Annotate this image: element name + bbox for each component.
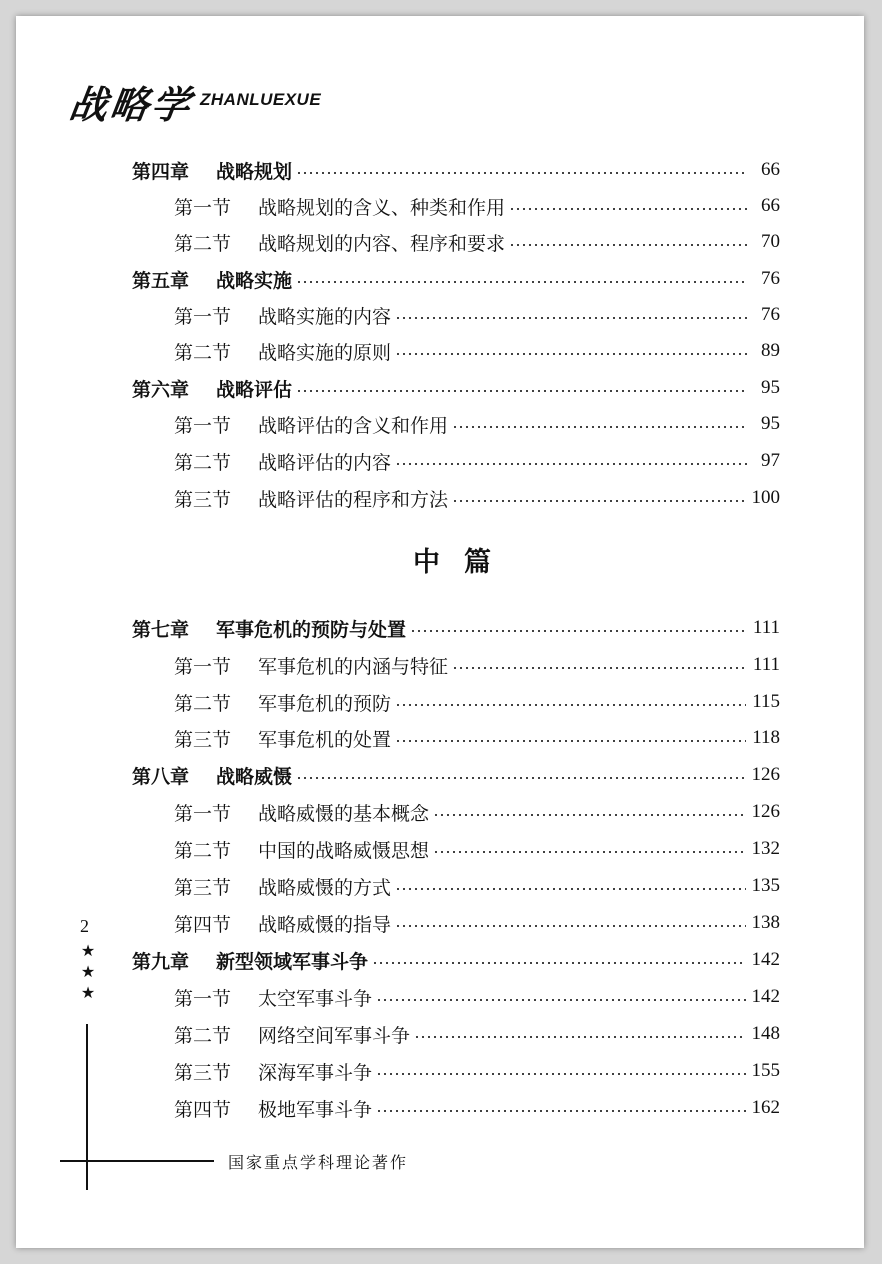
- entry-label: 第一节: [174, 414, 232, 437]
- toc-entry-section[interactable]: [174, 1056, 780, 1086]
- entry-label: 第三节: [174, 1061, 232, 1084]
- entry-page-number: 89: [761, 340, 780, 361]
- margin-vertical-rule: [86, 1024, 88, 1190]
- dot-leader: [376, 999, 745, 1001]
- dot-leader: [414, 1036, 745, 1038]
- entry-title: 战略威慑的方式: [258, 876, 392, 899]
- entry-label: 第四章: [132, 160, 190, 183]
- entry-title: 战略规划: [216, 160, 293, 183]
- entry-page-number: 132: [751, 838, 780, 859]
- entry-title: 战略评估的含义和作用: [258, 414, 449, 437]
- entry-page-number: 142: [751, 986, 780, 1007]
- entry-page-number: 135: [751, 875, 780, 896]
- dot-leader: [372, 962, 745, 964]
- dot-leader: [509, 244, 748, 246]
- toc-entry-section[interactable]: [174, 191, 780, 221]
- entry-label: 第一节: [174, 655, 232, 678]
- entry-title: 战略实施: [216, 269, 293, 292]
- entry-title: 战略评估: [216, 378, 293, 401]
- entry-title: 军事危机的预防: [258, 692, 392, 715]
- entry-title: 战略威慑的指导: [258, 913, 392, 936]
- entry-title: 战略规划的含义、种类和作用: [258, 196, 506, 219]
- entry-label: 第二节: [174, 232, 232, 255]
- entry-page-number: 76: [761, 268, 780, 289]
- toc-entry-section[interactable]: [174, 1019, 780, 1049]
- entry-title: 新型领域军事斗争: [216, 950, 369, 973]
- entry-page-number: 126: [751, 764, 780, 785]
- entry-page-number: 66: [761, 195, 780, 216]
- footer-horizontal-rule: [60, 1160, 214, 1162]
- entry-page-number: 70: [761, 231, 780, 252]
- entry-page-number: 138: [751, 912, 780, 933]
- toc-entry-section[interactable]: [174, 446, 780, 476]
- toc-entry-chapter[interactable]: [132, 613, 780, 643]
- toc-entry-chapter[interactable]: [132, 760, 780, 790]
- dot-leader: [296, 172, 748, 174]
- toc-entry-section[interactable]: [174, 1093, 780, 1123]
- dot-leader: [395, 353, 748, 355]
- dot-leader: [452, 500, 745, 502]
- entry-label: 第九章: [132, 950, 190, 973]
- entry-label: 第二节: [174, 451, 232, 474]
- footer-series-title: 国家重点学科理论著作: [228, 1153, 409, 1172]
- entry-page-number: 148: [751, 1023, 780, 1044]
- entry-label: 第三节: [174, 488, 232, 511]
- entry-label: 第一节: [174, 305, 232, 328]
- star-icon: ★: [80, 983, 96, 1002]
- entry-title: 深海军事斗争: [258, 1061, 373, 1084]
- entry-label: 第二节: [174, 839, 232, 862]
- entry-label: 第五章: [132, 269, 190, 292]
- entry-page-number: 142: [751, 949, 780, 970]
- dot-leader: [509, 208, 748, 210]
- entry-label: 第三节: [174, 728, 232, 751]
- dot-leader: [376, 1110, 745, 1112]
- entry-page-number: 118: [752, 727, 780, 748]
- dot-leader: [395, 463, 748, 465]
- dot-leader: [395, 317, 748, 319]
- entry-label: 第六章: [132, 378, 190, 401]
- entry-label: 第一节: [174, 196, 232, 219]
- entry-label: 第二节: [174, 692, 232, 715]
- entry-label: 第四节: [174, 1098, 232, 1121]
- toc-entry-section[interactable]: [174, 871, 780, 901]
- toc-entry-section[interactable]: [174, 650, 780, 680]
- entry-label: 第二节: [174, 341, 232, 364]
- toc-entry-chapter[interactable]: [132, 264, 780, 294]
- header-title-en: ZHANLUEXUE: [200, 90, 322, 109]
- toc-entry-section[interactable]: [174, 687, 780, 717]
- toc-entry-chapter[interactable]: [132, 155, 780, 185]
- star-icon: ★: [80, 941, 96, 960]
- entry-title: 战略威慑的基本概念: [258, 802, 430, 825]
- part-heading: 中篇: [413, 547, 515, 578]
- entry-page-number: 76: [761, 304, 780, 325]
- entry-title: 战略评估的程序和方法: [258, 488, 449, 511]
- entry-title: 战略规划的内容、程序和要求: [258, 232, 506, 255]
- dot-leader: [395, 740, 746, 742]
- entry-label: 第七章: [132, 618, 190, 641]
- entry-label: 第四节: [174, 913, 232, 936]
- entry-label: 第八章: [132, 765, 190, 788]
- dot-leader: [433, 814, 745, 816]
- toc-entry-section[interactable]: [174, 834, 780, 864]
- dot-leader: [296, 390, 748, 392]
- toc-entry-chapter[interactable]: [132, 945, 780, 975]
- folio-stars: [78, 940, 98, 1003]
- toc-entry-section[interactable]: [174, 982, 780, 1012]
- entry-page-number: 97: [761, 450, 780, 471]
- entry-page-number: 126: [751, 801, 780, 822]
- entry-title: 军事危机的处置: [258, 728, 392, 751]
- dot-leader: [395, 888, 745, 890]
- toc-entry-section[interactable]: [174, 908, 780, 938]
- header-title-cn: 战略学: [66, 82, 196, 127]
- toc-entry-section[interactable]: [174, 336, 780, 366]
- entry-title: 战略威慑: [216, 765, 293, 788]
- entry-title: 中国的战略威慑思想: [258, 839, 430, 862]
- entry-page-number: 162: [751, 1097, 780, 1118]
- entry-page-number: 95: [761, 377, 780, 398]
- toc-entry-section[interactable]: [174, 797, 780, 827]
- dot-leader: [410, 630, 747, 632]
- entry-page-number: 100: [751, 487, 780, 508]
- dot-leader: [395, 704, 746, 706]
- entry-label: 第三节: [174, 876, 232, 899]
- entry-page-number: 111: [752, 654, 780, 675]
- toc-entry-section[interactable]: [174, 300, 780, 330]
- toc-entry-section[interactable]: [174, 409, 780, 439]
- dot-leader: [433, 851, 745, 853]
- entry-title: 战略实施的内容: [258, 305, 392, 328]
- entry-title: 军事危机的内涵与特征: [258, 655, 449, 678]
- entry-title: 极地军事斗争: [258, 1098, 373, 1121]
- toc-entry-chapter[interactable]: [132, 373, 780, 403]
- entry-label: 第一节: [174, 802, 232, 825]
- dot-leader: [395, 925, 745, 927]
- dot-leader: [376, 1073, 745, 1075]
- entry-page-number: 111: [752, 617, 780, 638]
- dot-leader: [452, 667, 747, 669]
- entry-label: 第二节: [174, 1024, 232, 1047]
- entry-label: 第一节: [174, 987, 232, 1010]
- entry-page-number: 66: [761, 159, 780, 180]
- dot-leader: [452, 426, 748, 428]
- entry-page-number: 155: [751, 1060, 780, 1081]
- toc-entry-section[interactable]: [174, 723, 780, 753]
- folio-page-number: 2: [80, 916, 89, 936]
- entry-title: 网络空间军事斗争: [258, 1024, 411, 1047]
- toc-entry-section[interactable]: [174, 483, 780, 513]
- star-icon: ★: [80, 962, 96, 981]
- entry-page-number: 95: [761, 413, 780, 434]
- entry-title: 军事危机的预防与处置: [216, 618, 407, 641]
- entry-title: 太空军事斗争: [258, 987, 373, 1010]
- dot-leader: [296, 777, 745, 779]
- entry-title: 战略评估的内容: [258, 451, 392, 474]
- book-page: [16, 16, 864, 1248]
- toc-entry-section[interactable]: [174, 227, 780, 257]
- dot-leader: [296, 281, 748, 283]
- entry-page-number: 115: [752, 691, 780, 712]
- entry-title: 战略实施的原则: [258, 341, 392, 364]
